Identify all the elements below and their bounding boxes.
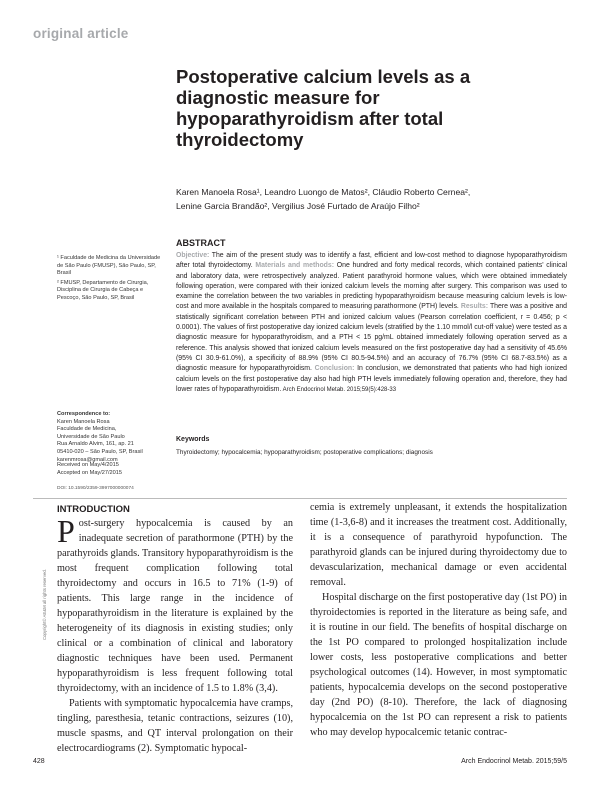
correspondence-line: 05410-020 – São Paulo, SP, Brasil bbox=[57, 448, 143, 455]
doi[interactable]: DOI: 10.1590/2359-3997000000074 bbox=[57, 486, 134, 491]
intro-paragraph-3: cemia is extremely unpleasant, it extends the hospitalization time (1-3,6-8) and it increases the treatment cost. Additionally, it is a consequence of parathyroid hypofunction. The parathyroid glands can be injured during thyroidectomy due to devascularization, mechanical damage or even accidental removal. bbox=[310, 502, 567, 588]
correspondence-heading: Correspondence to: bbox=[57, 411, 111, 417]
affiliation-2: ² FMUSP, Departamento de Cirurgia, Disciplina de Cirurgia de Cabeça e Pescoço, São Paulo, SP, Brasil bbox=[57, 279, 149, 301]
introduction-heading: INTRODUCTION bbox=[57, 504, 130, 515]
accepted-date: Accepted on May/27/2015 bbox=[57, 469, 122, 476]
intro-paragraph-4: Hospital discharge on the first postoperative day (1st PO) in thyroidectomies is reported in the literature as being safe, and it is routine in our field. The benefits of hospital discharge on the 1st PO compared to prolonged hospitalization include lower costs, less postoperative complications and better psychological outcomes (14). However, in most symptomatic patients, hypocalcemia develops on the second postoperative day (2nd PO) (8-10). Therefore, the lack of diagnosing hypocalcemia on the 1st PO can represent a risk to patients who may develop hypocalcemic tetanic contrac- bbox=[310, 592, 567, 738]
page-number: 428 bbox=[33, 758, 45, 765]
received-date: Received on May/4/2015 bbox=[57, 462, 119, 468]
author-line-1: Karen Manoela Rosa¹, Leandro Luongo de Matos², Cláudio Roberto Cernea², bbox=[176, 187, 471, 197]
methods-label: Materials and methods: bbox=[252, 262, 334, 270]
methods-text: One hundred and forty medical records, which contained patients' clinical and laboratory data, were retrospectively analyzed. Patient parathyroid hormone values, which were obtained immediately following operation, were compared with their ionized calcium levels the morning after surgery. This comparison was used to examine the correlation between the two variables in predicting hypoparathyroidism because measuring calcium levels is low-cost and more available in the hospitals compared to measuring parathormone (PTH) levels. bbox=[176, 262, 567, 311]
affiliation-1: ¹ Faculdade de Medicina da Universidade de São Paulo (FMUSP), São Paulo, SP, Brasil bbox=[57, 255, 161, 277]
author-list bbox=[176, 185, 566, 213]
intro-paragraph-1 bbox=[57, 513, 293, 696]
abstract-heading: ABSTRACT bbox=[176, 238, 226, 248]
section-tag: original article bbox=[33, 26, 129, 41]
objective-text: The aim of the present study was to identify a fast, efficient and low-cost method to diagnose hypoparathyroidism after total thyroidectomy. bbox=[176, 252, 567, 270]
correspondence-line: Karen Manoela Rosa bbox=[57, 418, 110, 425]
correspondence-line: Rua Arnaldo Alvim, 161, ap. 21 bbox=[57, 441, 134, 448]
copyright-notice: Copyright© AE&M all rights reserved. bbox=[42, 569, 47, 640]
submission-dates bbox=[57, 462, 167, 477]
correspondence-line: Faculdade de Medicina, bbox=[57, 426, 117, 433]
keywords-heading: Keywords bbox=[176, 436, 210, 443]
correspondence-line: Universidade de São Paulo bbox=[57, 433, 125, 440]
author-line-2: Lenine Garcia Brandão², Vergilius José Furtado de Araújo Filho² bbox=[176, 201, 420, 211]
abstract-citation: Arch Endocrinol Metab. 2015;59(5):428-33 bbox=[281, 386, 397, 393]
journal-footer: Arch Endocrinol Metab. 2015;59/5 bbox=[461, 758, 567, 765]
intro-paragraph-2: Patients with symptomatic hypocalcemia have cramps, tingling, paresthesia, tetanic contractions, seizures (10), muscle spasms, and QT interval prolongation on their electrocardiograms (2). Symptomatic hypocal- bbox=[57, 698, 293, 754]
affiliations bbox=[57, 255, 167, 303]
keywords-text: Thyroidectomy; hypocalcemia; hypoparathyroidism; postoperative complications; diagnosis bbox=[176, 449, 433, 456]
correspondence-email[interactable]: karenmrosa@gmail.com bbox=[57, 456, 118, 463]
intro-paragraph-1-text: ost-surgery hypocalcemia is caused by an inadequate secretion of parathormone (PTH) by the parathyroids glands. Transitory hypoparathyroidism is the most frequent complication following total thyroidectomy and occurs in 16.5 to 71% (1-9) of patients. This large range in the incidence of hypoparathyroidism in the literature is explained by the heterogeneity of its diagnosis in existing studies; only clinical or a combination of clinical and laboratory diagnostic techniques have been used. Permanent hypoparathyroidism is less frequent following total thyroidectomy, with an incidence of 1.5 to 1.8% (3,4). bbox=[57, 518, 293, 694]
drop-cap: P bbox=[57, 513, 75, 549]
left-column bbox=[57, 513, 293, 756]
right-column bbox=[310, 500, 567, 740]
conclusion-text: In conclusion, we demonstrated that patients who had high ionized calcium levels on the first postoperative day also had high PTH levels immediately following operation and, therefore, they had lower rates of hypoparathyroidism. bbox=[176, 365, 568, 393]
abstract-body bbox=[176, 251, 567, 395]
results-text: There was a positive and statistically significant correlation between PTH and ionized calcium values (Pearson correlation coefficient, r = 0.456; p < 0.0001). The values of first postoperative day ionized calcium levels (stratified by the 1.10 mmol/l cut-off value) were tested as a diagnostic measure for hypoparathyroidism, and a PTH < 15 pg/mL obtained immediately following operation served as a reference. This analysis showed that ionized calcium levels measured on the first postoperative day had a sensitivity of 45.6% (95% CI 30.9-61.0%), a specificity of 88.9% (95% CI 80.5-94.5%) and an accuracy of 76.7% (95% CI 68.7-83.5%) as a diagnostic measure for hypoparathyroidism. bbox=[176, 303, 567, 373]
conclusion-label: Conclusion: bbox=[311, 365, 355, 373]
results-label: Results: bbox=[458, 303, 489, 311]
article-title: Postoperative calcium levels as a diagnostic measure for hypoparathyroidism after total thyroidectomy bbox=[176, 66, 471, 150]
objective-label: Objective: bbox=[176, 252, 210, 259]
section-divider bbox=[33, 498, 567, 499]
correspondence bbox=[57, 411, 167, 464]
